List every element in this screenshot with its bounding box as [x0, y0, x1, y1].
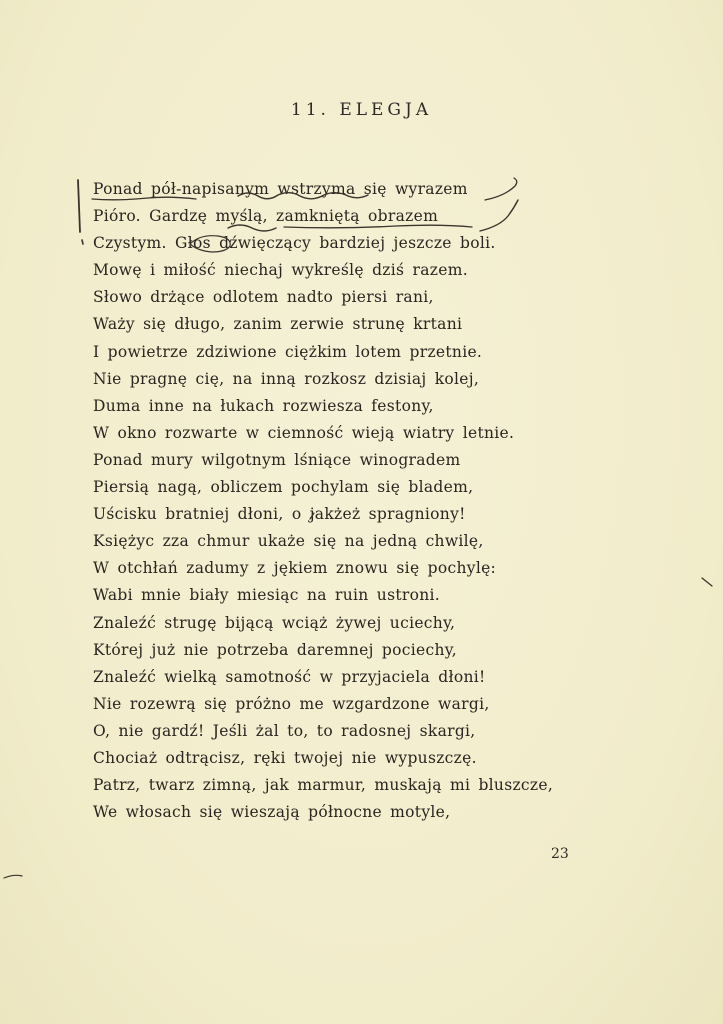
poem-line: Nie pragnę cię, na inną rozkosz dzisiaj kolej,	[93, 369, 480, 388]
poem-line: I powietrze zdziwione ciężkim lotem przetnie.	[93, 342, 483, 361]
poem-line: Słowo drżące odlotem nadto piersi rani,	[93, 288, 434, 307]
poem-line: Chociaż odtrącisz, ręki twojej nie wypuszczę.	[93, 748, 477, 767]
poem-line: O, nie gardź! Jeśli żal to, to radosnej skargi,	[93, 721, 476, 740]
page-number: 23	[551, 846, 569, 862]
poem-line: We włosach się wieszają północne motyle,	[93, 803, 451, 822]
poem-line: Znaleźć wielką samotność w przyjaciela dłoni!	[93, 667, 486, 686]
poem-line: W okno rozwarte w ciemność wieją wiatry letnie.	[93, 423, 515, 442]
edge-mark	[4, 875, 22, 878]
poem-line: Księżyc zza chmur ukaże się na jedną chwilę,	[93, 532, 484, 551]
poem-body	[93, 176, 613, 826]
poem-line: Ponad pół-napisanym wstrzyma się wyrazem	[93, 180, 468, 198]
poem-line: Ponad mury wilgotnym lśniące winogradem	[93, 450, 461, 469]
poem-line: Piersią nagą, obliczem pochylam się bladem,	[93, 478, 474, 497]
poem-line: Waży się długo, zanim zerwie strunę krtani	[93, 315, 463, 334]
poem-line: Czystym. Głos dźwięczący bardziej jeszcze boli.	[93, 234, 496, 253]
margin-tick-mark	[702, 578, 712, 586]
poem-line: Znaleźć strugę bijącą wciąż żywej uciechy,	[93, 613, 456, 632]
poem-line: Patrz, twarz zimną, jak marmur, muskają mi bluszcze,	[93, 776, 554, 795]
poem-line: Nie rozewrą się próżno me wzgardzone wargi,	[93, 694, 490, 713]
poem-line: Uścisku bratniej dłoni, o jakżeż spragniony!	[93, 505, 466, 524]
poem-line: Duma inne na łukach rozwiesza festony,	[93, 396, 434, 415]
poem-line: W otchłań zadumy z jękiem znowu się pochylę:	[93, 559, 497, 578]
margin-bracket-mark	[78, 180, 80, 232]
poem-line: Mowę i miłość niechaj wykreślę dziś razem.	[93, 261, 468, 280]
poem-line: Której już nie potrzeba daremnej pociechy,	[93, 640, 457, 659]
margin-dot-mark	[82, 240, 83, 244]
poem-title: 11. ELEGJA	[290, 100, 433, 120]
poem-line: Wabi mnie biały miesiąc na ruin ustroni.	[93, 586, 440, 605]
poem-line: Pióro. Gardzę myślą, zamkniętą obrazem	[93, 207, 439, 226]
